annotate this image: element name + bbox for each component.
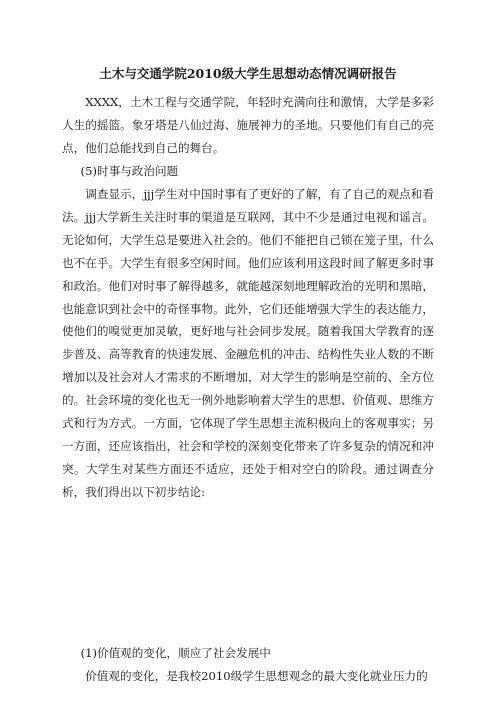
section-5-body: 调查显示，jjj学生对中国时事有了更好的了解，有了自己的观点和看法。jjj大学新生关注时事的渠道是互联网，其中不少是通过电视和谣言。无论如何，大学生总是要进入社会的。他们不能把自己锁在笼子里，什么也不在乎。大学生有很多空闲时间。他们应该利用这段时间了解更多时事和政治。他们对时事了解得越多，就能越深刻地理解政治的光明和黑暗，也能意识到社会中的奇怪事物。此外，它们还能增强大学生的表达能力，使他们的嗅觉更加灵敏，更好地与社会同步发展。随着我国大学教育的逐步普及、高等教育的快速发展、金融危机的冲击、结构性失业人数的不断增加以及社会对人才需求的不断增加，对大学生的影响是空前的、全方位的。社会环境的变化也无一例外地影响着大学生的思想、价值观、思维方式和行为方式。一方面，它体现了学生思想主流积极向上的客观事实；另一方面，还应该指出，社会和学校的深刻变化带来了许多复杂的情况和冲突。大学生对某些方面还不适应，还处于相对空白的阶段。通过调查分析，我们得出以下初步结论: [62,187,434,499]
section-1-heading: (1)价值观的变化，顺应了社会发展中 [80,646,271,660]
document-title: 土木与交通学院2010级大学生思想动态情况调研报告 [99,66,397,81]
intro-paragraph: XXXX，土木工程与交通学院，年轻时充满向往和激情，大学是多彩人生的摇篮。象牙塔是八仙过海、施展神力的圣地。只要他们有自己的亮点，他们总能找到自己的舞台。 [62,95,434,155]
section-1-body: 价值观的变化，是我校2010级学生思想观念的最大变化就业压力的 [85,669,428,683]
section-5-heading: (5)时事与政治问题 [80,164,179,178]
